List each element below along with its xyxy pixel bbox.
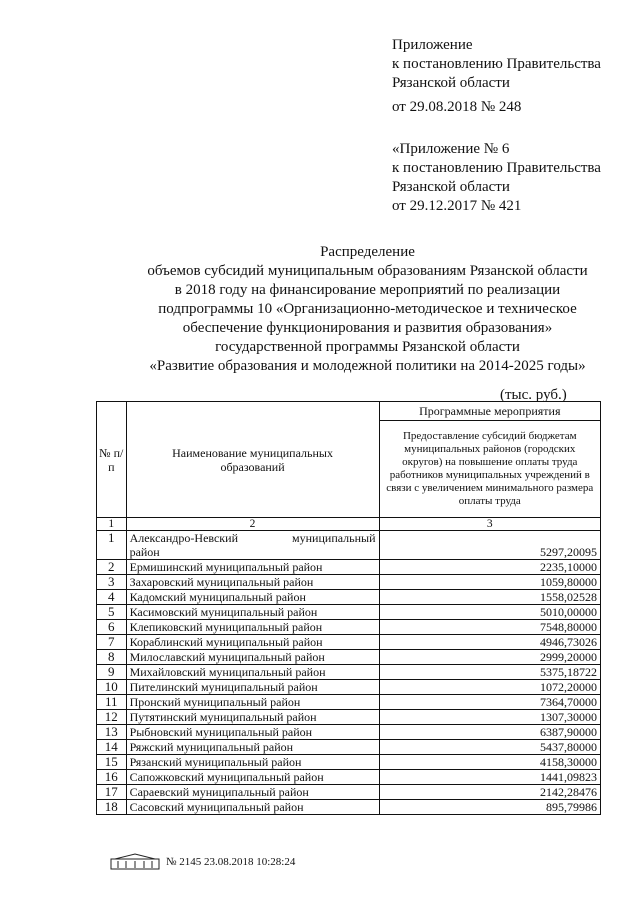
title-line: «Развитие образования и молодежной политики на 2014-2025 годы» xyxy=(149,358,586,374)
table-row xyxy=(97,560,601,575)
table-row xyxy=(97,740,601,755)
header-line: от 29.08.2018 № 248 xyxy=(392,99,522,115)
registration-stamp xyxy=(110,853,295,871)
emblem-icon xyxy=(110,853,160,871)
col-name-header: Наименование муниципальных образований xyxy=(126,402,379,518)
header-line: к постановлению Правительства xyxy=(392,160,601,176)
row-value: 4946,73026 xyxy=(379,635,600,650)
row-number: 14 xyxy=(97,740,127,755)
header-line: от 29.12.2017 № 421 xyxy=(392,198,522,214)
row-number: 17 xyxy=(97,785,127,800)
row-number: 8 xyxy=(97,650,127,665)
table-row xyxy=(97,531,601,560)
header-line: Рязанской области xyxy=(392,75,510,91)
row-value: 1059,80000 xyxy=(379,575,600,590)
appendix-header-previous xyxy=(392,140,601,216)
col-number: 1 xyxy=(97,518,127,531)
col-number: 3 xyxy=(379,518,600,531)
row-value: 7364,70000 xyxy=(379,695,600,710)
row-number: 15 xyxy=(97,755,127,770)
row-value: 895,79986 xyxy=(379,800,600,815)
row-number: 5 xyxy=(97,605,127,620)
title-line: подпрограммы 10 «Организационно-методическое и техническое xyxy=(158,301,577,317)
row-name: Кораблинский муниципальный район xyxy=(126,635,379,650)
title-line: Распределение xyxy=(320,244,415,260)
row-number: 4 xyxy=(97,590,127,605)
row-name xyxy=(126,531,379,560)
row-number: 7 xyxy=(97,635,127,650)
row-name: Милославский муниципальный район xyxy=(126,650,379,665)
row-number: 18 xyxy=(97,800,127,815)
row-name: Рязанский муниципальный район xyxy=(126,755,379,770)
row-name: Клепиковский муниципальный район xyxy=(126,620,379,635)
row-value: 4158,30000 xyxy=(379,755,600,770)
row-name: Ряжский муниципальный район xyxy=(126,740,379,755)
table-row xyxy=(97,770,601,785)
table-row xyxy=(97,620,601,635)
document-title xyxy=(0,243,640,376)
row-name-part: муниципальный xyxy=(292,531,376,545)
col-value-header: Предоставление субсидий бюджетам муниципальных районов (городских округов) на повышение оплаты труда работников муниципальных учреждений в связи с увеличением минимального размера оплаты труда xyxy=(379,421,600,518)
row-number: 3 xyxy=(97,575,127,590)
row-name-part: Александро-Невский xyxy=(129,531,238,545)
table-row xyxy=(97,800,601,815)
row-value: 2235,10000 xyxy=(379,560,600,575)
header-line: к постановлению Правительства xyxy=(392,56,601,72)
row-value: 2142,28476 xyxy=(379,785,600,800)
row-value: 5437,80000 xyxy=(379,740,600,755)
subsidy-table xyxy=(96,401,601,815)
row-number: 2 xyxy=(97,560,127,575)
row-name: Сапожковский муниципальный район xyxy=(126,770,379,785)
table-row xyxy=(97,635,601,650)
appendix-header-current xyxy=(392,36,601,117)
row-name: Сараевский муниципальный район xyxy=(126,785,379,800)
row-number: 10 xyxy=(97,680,127,695)
row-name: Захаровский муниципальный район xyxy=(126,575,379,590)
table-row xyxy=(97,695,601,710)
row-name: Сасовский муниципальный район xyxy=(126,800,379,815)
row-number: 11 xyxy=(97,695,127,710)
row-value: 6387,90000 xyxy=(379,725,600,740)
row-name: Пронский муниципальный район xyxy=(126,695,379,710)
row-name: Пителинский муниципальный район xyxy=(126,680,379,695)
row-value: 2999,20000 xyxy=(379,650,600,665)
row-value: 1072,20000 xyxy=(379,680,600,695)
title-line: обеспечение функционирования и развития образования» xyxy=(182,320,553,336)
row-name: Ермишинский муниципальный район xyxy=(126,560,379,575)
row-number: 12 xyxy=(97,710,127,725)
table-row xyxy=(97,575,601,590)
col-number: 2 xyxy=(126,518,379,531)
table-row xyxy=(97,725,601,740)
stamp-text: № 2145 23.08.2018 10:28:24 xyxy=(166,856,296,868)
header-line: «Приложение № 6 xyxy=(392,141,510,157)
table-row xyxy=(97,785,601,800)
row-value: 5010,00000 xyxy=(379,605,600,620)
row-value: 1441,09823 xyxy=(379,770,600,785)
row-name: Кадомский муниципальный район xyxy=(126,590,379,605)
table-row xyxy=(97,605,601,620)
row-number: 6 xyxy=(97,620,127,635)
row-value: 5297,20095 xyxy=(379,531,600,560)
row-number: 1 xyxy=(97,531,127,560)
row-number: 16 xyxy=(97,770,127,785)
header-line: Рязанской области xyxy=(392,179,510,195)
row-number: 13 xyxy=(97,725,127,740)
row-number: 9 xyxy=(97,665,127,680)
row-name: Рыбновский муниципальный район xyxy=(126,725,379,740)
row-value: 7548,80000 xyxy=(379,620,600,635)
row-name: Касимовский муниципальный район xyxy=(126,605,379,620)
table-row xyxy=(97,590,601,605)
row-name: Путятинский муниципальный район xyxy=(126,710,379,725)
table-row xyxy=(97,650,601,665)
row-name-part: район xyxy=(129,545,160,559)
row-value: 1307,30000 xyxy=(379,710,600,725)
units-label: (тыс. руб.) xyxy=(500,387,567,403)
col-group-header: Программные мероприятия xyxy=(379,402,600,421)
title-line: объемов субсидий муниципальным образованиям Рязанской области xyxy=(147,263,588,279)
col-num-header: № п/п xyxy=(97,402,127,518)
title-line: государственной программы Рязанской области xyxy=(215,339,520,355)
table-row xyxy=(97,710,601,725)
row-value: 5375,18722 xyxy=(379,665,600,680)
header-line: Приложение xyxy=(392,37,473,53)
table-row xyxy=(97,755,601,770)
title-line: в 2018 году на финансирование мероприятий по реализации xyxy=(174,282,561,298)
row-name: Михайловский муниципальный район xyxy=(126,665,379,680)
table-row xyxy=(97,665,601,680)
row-value: 1558,02528 xyxy=(379,590,600,605)
table-row xyxy=(97,680,601,695)
